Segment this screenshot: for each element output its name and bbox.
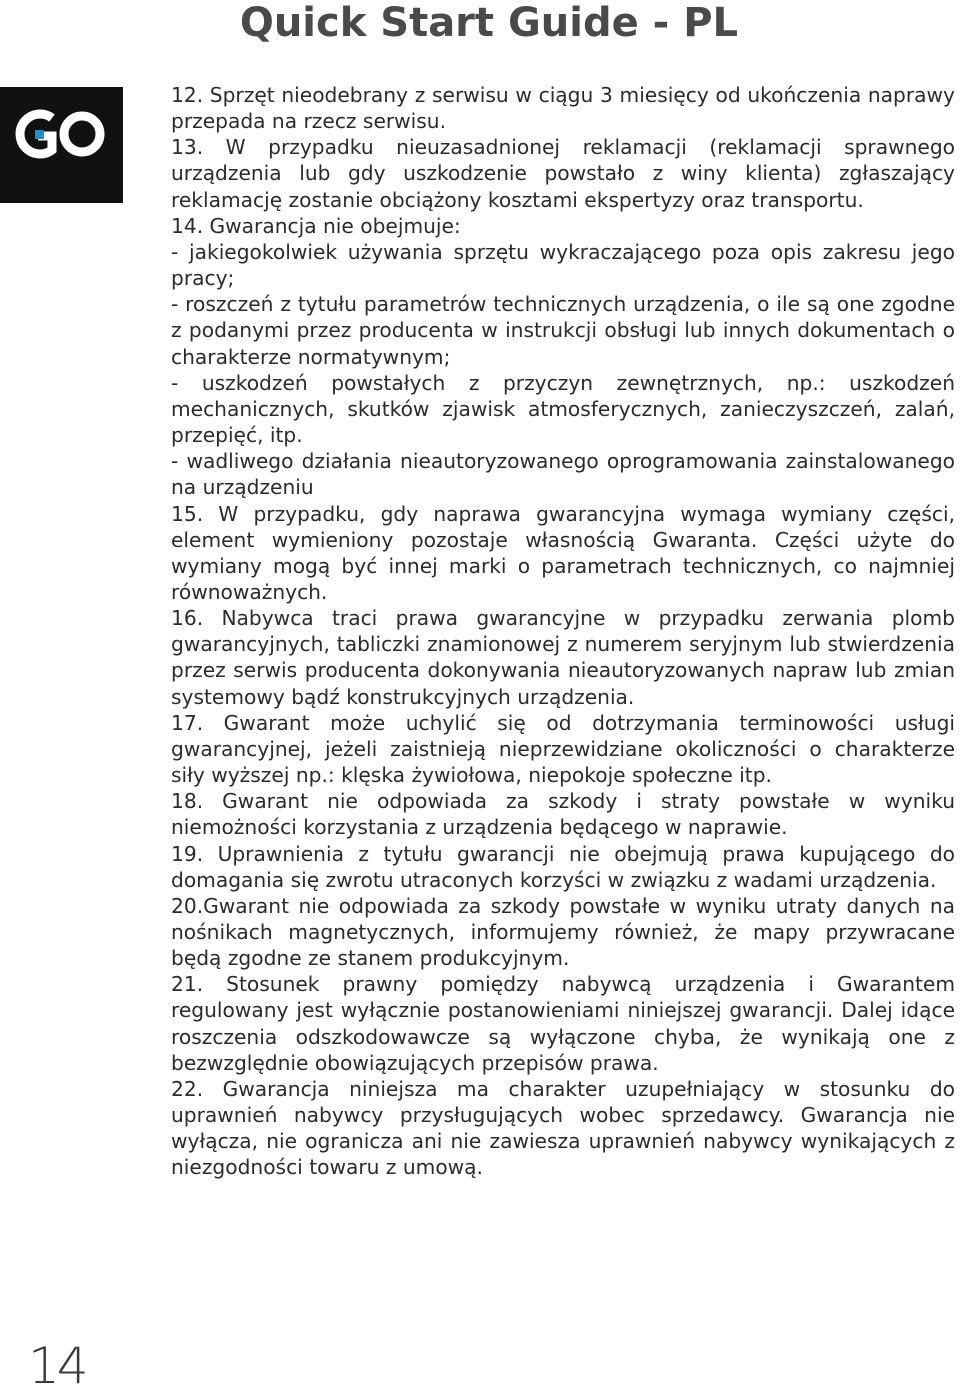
term-item-14-point-3: - uszkodzeń powstałych z przyczyn zewnętrznych, np.: uszkodzeń mechanicznych, skutków zjawisk atmosferycznych, zanieczyszczeń, zalań, przepięć, itp. (171, 370, 955, 448)
term-item-19: 19. Uprawnienia z tytułu gwarancji nie obejmują prawa kupującego do domagania się zwrotu utraconych korzyści w związku z wadami urządzenia. (171, 841, 955, 892)
term-item-13: 13. W przypadku nieuzasadnionej reklamacji (reklamacji sprawnego urządzenia lub gdy uszkodzenie powstało z winy klienta) zgłaszający reklamację zostanie obciążony kosztami ekspertyzy oraz transportu. (171, 135, 955, 212)
term-item-18: 18. Gwarant nie odpowiada za szkody i straty powstałe w wyniku niemożności korzystania z urządzenia będącego w naprawie. (171, 789, 955, 840)
term-item-14: 14. Gwarancja nie obejmuje: (171, 213, 461, 238)
term-item-14-point-4: - wadliwego działania nieautoryzowanego oprogramowania zainstalowanego na urządzeniu (171, 449, 955, 500)
term-item-14-point-2: - roszczeń z tytułu parametrów technicznych urządzenia, o ile są one zgodne z podanymi przez producenta w instrukcji obsługi lub innych dokumentach o charakterze normatywnym; (171, 292, 955, 369)
term-item-21: 21. Stosunek prawny pomiędzy nabywcą urządzenia i Gwarantem regulowany jest wyłącznie postanowieniami niniejszej gwarancji. Dalej idące roszczenia odszkodowawcze są wyłączone chyba, że wynikają one z bezwzględnie obowiązujących przepisów prawa. (171, 972, 955, 1075)
page-header (0, 0, 960, 60)
warranty-terms (171, 82, 955, 1181)
go-logo-icon (8, 106, 108, 162)
brand-logo (0, 87, 123, 203)
term-item-16: 16. Nabywca traci prawa gwarancyjne w przypadku zerwania plomb gwarancyjnych, tabliczki znamionowej z numerem seryjnym lub stwierdzenia przez serwis producenta dokonywania nieautoryzowanych napraw lub zmian systemowy bądź konstrukcyjnych urządzenia. (171, 606, 955, 709)
term-item-17: 17. Gwarant może uchylić się od dotrzymania terminowości usługi gwarancyjnej, jeżeli zaistnieją nieprzewidziane okoliczności o charakterze siły wyższej np.: klęska żywiołowa, niepokoje społeczne itp. (171, 710, 955, 788)
term-item-15: 15. W przypadku, gdy naprawa gwarancyjna wymaga wymiany części, element wymieniony pozostaje własnością Gwaranta. Części użyte do wymiany mogą być innej marki o parametrach technicznych, co najmniej równoważnych. (171, 501, 955, 604)
term-item-14-point-1: - jakiegokolwiek używania sprzętu wykraczającego poza opis zakresu jego pracy; (171, 239, 955, 291)
term-item-12: 12. Sprzęt nieodebrany z serwisu w ciągu 3 miesięcy od ukończenia naprawy przepada na rzecz serwisu. (171, 83, 955, 134)
term-item-22: 22. Gwarancja niniejsza ma charakter uzupełniający w stosunku do uprawnień nabywcy przysługujących wobec sprzedawcy. Gwarancja nie wyłącza, nie ogranicza ani nie zawiesza uprawnień nabywcy wynikających z niezgodności towaru z umową. (171, 1076, 955, 1180)
page-number: 14 (28, 1337, 86, 1395)
page-title: Quick Start Guide - PL (239, 0, 738, 46)
term-item-20: 20.Gwarant nie odpowiada za szkody powstałe w wyniku utraty danych na nośnikach magnetycznych, informujemy również, że mapy przywracane będą zgodne ze stanem produkcyjnym. (171, 893, 955, 971)
